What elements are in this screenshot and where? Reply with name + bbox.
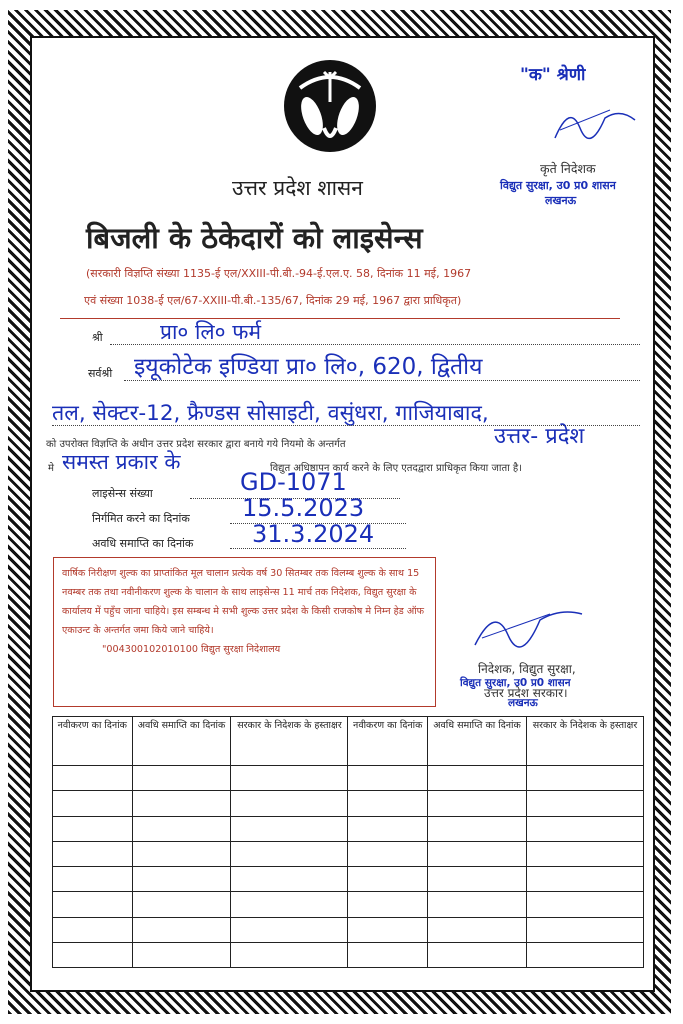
top-signature-office: विद्युत सुरक्षा, उ0 प्र0 शासन [500, 179, 616, 192]
table-cell [53, 892, 133, 917]
up-emblem [282, 58, 378, 154]
renewal-table-header-cell: अवधि समाप्ति का दिनांक [428, 717, 527, 766]
table-cell [526, 791, 643, 816]
table-cell [348, 892, 428, 917]
table-row [53, 766, 644, 791]
bottom-signature-line-2: उत्तर प्रदेश सरकार। [484, 686, 568, 700]
table-cell [348, 841, 428, 866]
table-cell [53, 867, 133, 892]
table-row [53, 816, 644, 841]
table-cell [526, 766, 643, 791]
table-cell [348, 816, 428, 841]
bottom-signature-stamp-office: विद्युत सुरक्षा, उ0 प्र0 शासन [460, 677, 571, 689]
table-cell [53, 917, 133, 942]
table-cell [526, 892, 643, 917]
table-cell [231, 816, 348, 841]
top-signature-for: कृते निदेशक [540, 161, 596, 176]
table-cell [132, 841, 231, 866]
shri-label: श्री [92, 331, 103, 344]
issue-date-label: निर्गमित करने का दिनांक [92, 512, 190, 525]
license-no-label: लाइसेन्स संख्या [92, 487, 153, 500]
table-cell [231, 867, 348, 892]
table-cell [53, 942, 133, 967]
renewal-table-header-cell: नवीकरण का दिनांक [348, 717, 428, 766]
table-cell [132, 892, 231, 917]
shri-value: प्रा० लि० फर्म [160, 320, 262, 344]
divider [60, 318, 620, 319]
license-no-value: GD-1071 [240, 468, 347, 496]
bottom-signature-scribble [470, 600, 590, 655]
table-cell [132, 816, 231, 841]
table-cell [526, 942, 643, 967]
in-label: मे [48, 463, 54, 474]
notification-line-1: (सरकारी विज्ञप्ति संख्या 1135-ई एल/XXIII-पी.बी.-94-ई.एल.ए. 58, दिनांक 11 मई, 1967 [86, 267, 472, 280]
expiry-date-value: 31.3.2024 [252, 520, 375, 548]
page-title: बिजली के ठेकेदारों को लाइसेन्स [86, 221, 423, 255]
clause-1: को उपरोक्त विज्ञप्ति के अधीन उत्तर प्रदेश सरकार द्वारा बनाये गये नियमो के अन्तर्गत [46, 439, 346, 450]
issue-date-value: 15.5.2023 [242, 494, 365, 522]
table-cell [348, 942, 428, 967]
category-label: "क" श्रेणी [520, 65, 586, 85]
table-cell [348, 917, 428, 942]
renewal-table-header-cell: अवधि समाप्ति का दिनांक [132, 717, 231, 766]
table-row [53, 917, 644, 942]
expiry-date-underline [230, 548, 406, 549]
table-cell [526, 867, 643, 892]
government-title: उत्तर प्रदेश शासन [232, 176, 363, 200]
table-cell [348, 791, 428, 816]
table-row [53, 791, 644, 816]
table-cell [231, 892, 348, 917]
table-cell [526, 917, 643, 942]
top-signature-city: लखनऊ [545, 194, 577, 207]
bottom-signature-line-1: निदेशक, विद्युत सुरक्षा, [478, 662, 576, 676]
renewal-table-header-cell: सरकार के निदेशक के हस्ताक्षर [526, 717, 643, 766]
table-cell [428, 791, 527, 816]
table-cell [231, 766, 348, 791]
table-row [53, 892, 644, 917]
table-cell [132, 942, 231, 967]
table-cell [53, 791, 133, 816]
clause-2: विद्युत अधिष्ठापन कार्य करने के लिए एतदद्वारा प्राधिकृत किया जाता है। [270, 463, 523, 474]
sarvashri-value-line-2: तल, सेक्टर-12, फ्रैण्डस सोसाइटी, वसुंधरा, गाजियाबाद, [52, 401, 489, 426]
scope-value: समस्त प्रकार के [62, 450, 181, 474]
table-cell [231, 841, 348, 866]
table-cell [428, 841, 527, 866]
table-cell [526, 841, 643, 866]
fee-notice-text: वार्षिक निरीक्षण शुल्क का प्राप्तांकित मूल चालान प्रत्येक वर्ष 30 सितम्बर तक विलम्ब शुल्क के साथ 15 नवम्बर तक तथा नवीनीकरण शुल्क के चालान के साथ लाइसेन्स 11 मार्च तक निदेशक, विद्युत सुरक्षा के कार्यालय में पहुँच जाना चाहिये। इस सम्बन्ध मे सभी शुल्क उत्तर प्रदेश के किसी राजकोष मे निम्न हेड ऑफ एकाउन्ट के अन्तर्गत जमा किये जाने चाहिये। [62, 568, 425, 636]
table-cell [526, 816, 643, 841]
table-cell [231, 791, 348, 816]
table-row [53, 942, 644, 967]
table-cell [348, 766, 428, 791]
state-value: उत्तर- प्रदेश [494, 424, 585, 449]
table-cell [132, 917, 231, 942]
table-row [53, 841, 644, 866]
table-cell [428, 917, 527, 942]
sarvashri-value-line-1: इयूकोटेक इण्डिया प्रा० लि०, 620, द्वितीय [134, 354, 483, 380]
renewal-table [52, 716, 644, 968]
table-cell [428, 892, 527, 917]
table-cell [132, 867, 231, 892]
renewal-table-header [53, 717, 644, 766]
renewal-table-header-cell: नवीकरण का दिनांक [53, 717, 133, 766]
notification-line-2: एवं संख्या 1038-ई एल/67-XXIII-पी.बी.-135/67, दिनांक 29 मई, 1967 द्वारा प्राधिकृत) [84, 294, 462, 307]
table-cell [53, 816, 133, 841]
table-cell [132, 791, 231, 816]
bottom-signature-stamp-city: लखनऊ [508, 697, 538, 709]
table-row [53, 867, 644, 892]
table-cell [428, 816, 527, 841]
renewal-table-header-cell: सरकार के निदेशक के हस्ताक्षर [231, 717, 348, 766]
table-cell [53, 841, 133, 866]
table-cell [428, 867, 527, 892]
table-cell [348, 867, 428, 892]
table-cell [132, 766, 231, 791]
table-cell [428, 766, 527, 791]
sarvashri-label: सर्वश्री [88, 367, 113, 380]
fee-notice-account: "004300102010100 विद्युत सुरक्षा निदेशालय [102, 644, 281, 655]
table-cell [428, 942, 527, 967]
renewal-table-body [53, 766, 644, 968]
top-signature-scribble [550, 98, 640, 148]
table-cell [231, 917, 348, 942]
table-cell [231, 942, 348, 967]
expiry-date-label: अवधि समाप्ति का दिनांक [92, 537, 194, 550]
fee-notice [53, 557, 436, 707]
table-cell [53, 766, 133, 791]
